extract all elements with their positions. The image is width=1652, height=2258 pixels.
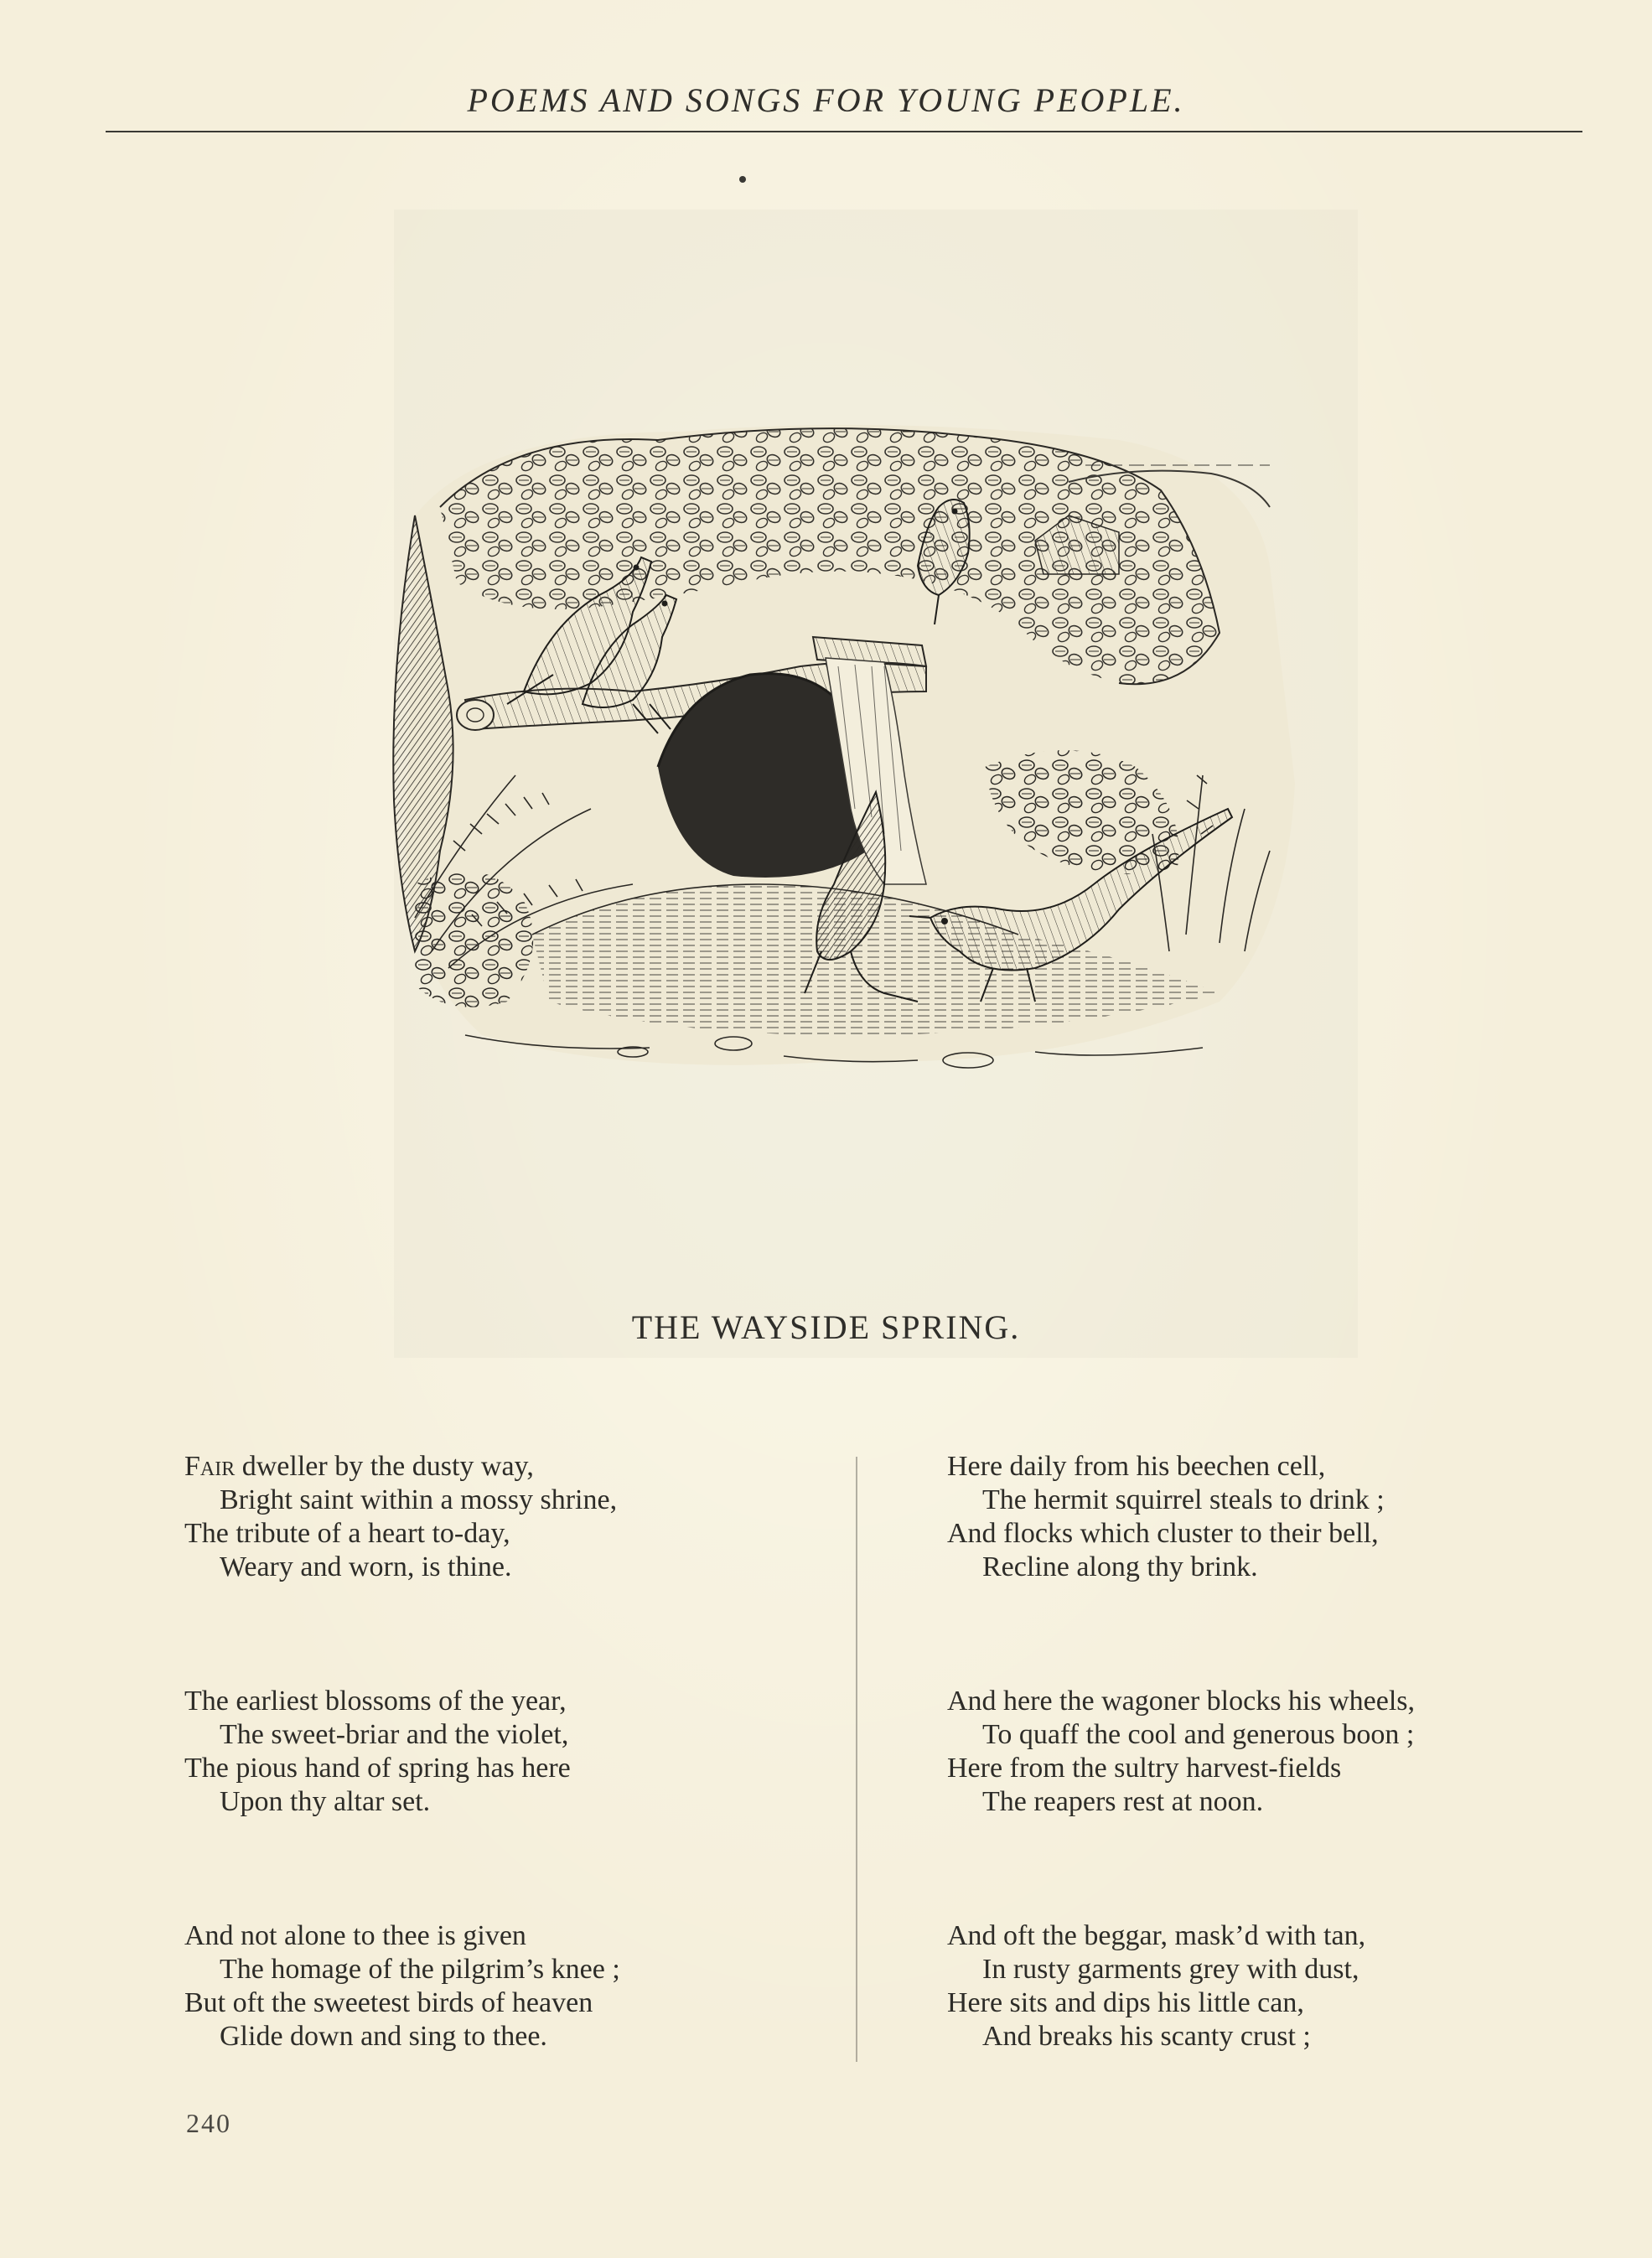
wayside-spring-illustration	[381, 415, 1312, 1085]
stanza	[947, 1450, 1385, 1584]
poem-line: Weary and worn, is thine.	[220, 1551, 512, 1582]
poem-line: The homage of the pilgrim’s knee ;	[220, 1954, 620, 1985]
poem-line: Glide down and sing to thee.	[220, 2021, 547, 2052]
poem-line: Here sits and dips his little can,	[947, 1987, 1304, 2018]
poem-line	[184, 1450, 617, 1484]
poem-title: THE WAYSIDE SPRING.	[631, 1308, 1021, 1346]
poem-line: To quaff the cool and generous boon ;	[982, 1719, 1415, 1750]
stanza	[184, 1450, 617, 1584]
poem-line: The reapers rest at noon.	[982, 1786, 1264, 1817]
poem-line: And flocks which cluster to their bell,	[947, 1518, 1379, 1549]
poem-line: But oft the sweetest birds of heaven	[184, 1987, 593, 2018]
poem-line: In rusty garments grey with dust,	[982, 1954, 1359, 1985]
column-divider	[856, 1457, 857, 2062]
stanza	[947, 1685, 1415, 1819]
running-head: POEMS AND SONGS FOR YOUNG PEOPLE.	[467, 81, 1185, 119]
poem-line: Upon thy altar set.	[220, 1786, 431, 1817]
poem-line: The pious hand of spring has here	[184, 1753, 571, 1784]
poem-line: And breaks his scanty crust ;	[982, 2021, 1311, 2052]
ink-dot	[739, 176, 746, 183]
poem-line: And here the wagoner blocks his wheels,	[947, 1686, 1416, 1717]
header-rule	[106, 131, 1582, 132]
poem-line: The earliest blossoms of the year,	[184, 1686, 567, 1717]
drop-word: Fair	[184, 1451, 236, 1482]
poem-line: And not alone to thee is given	[184, 1920, 526, 1951]
poem-line: Here daily from his beechen cell,	[947, 1451, 1326, 1482]
line-rest: dweller by the dusty way,	[235, 1451, 534, 1482]
poem-line: And oft the beggar, mask’d with tan,	[947, 1920, 1366, 1951]
poem-line: The hermit squirrel steals to drink ;	[982, 1484, 1385, 1515]
poem-line: The sweet-briar and the violet,	[220, 1719, 569, 1750]
poem-line: Recline along thy brink.	[982, 1551, 1258, 1582]
stanza	[184, 1685, 571, 1819]
stanza	[184, 1919, 620, 2053]
poem-line: The tribute of a heart to-day,	[184, 1518, 510, 1549]
stanza	[947, 1919, 1365, 2053]
page-number: 240	[186, 2108, 231, 2138]
poem-line: Bright saint within a mossy shrine,	[220, 1484, 618, 1515]
poem-line: Here from the sultry harvest-fields	[947, 1753, 1342, 1784]
